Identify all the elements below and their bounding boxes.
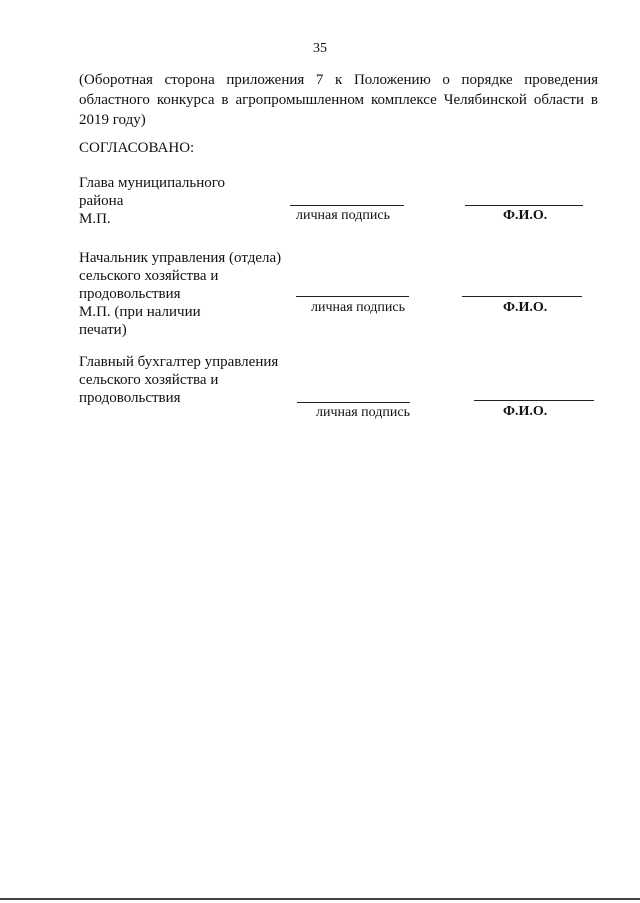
page-number: 35 [313, 41, 327, 56]
heading-line: областного конкурса в агропромышленном комплексе Челябинской области в [79, 92, 598, 108]
bottom-edge-rule [0, 898, 640, 900]
role-line: М.П. (при наличии [79, 304, 201, 320]
name-caption: Ф.И.О. [503, 208, 548, 223]
name-line [474, 400, 594, 401]
role-line: сельского хозяйства и [79, 268, 219, 284]
role-line: района [79, 193, 124, 209]
document-heading [79, 70, 598, 130]
signatory-role-1 [79, 174, 309, 228]
signature-caption: личная подпись [316, 405, 410, 420]
role-line: продовольствия [79, 390, 181, 406]
agreed-label: СОГЛАСОВАНО: [79, 140, 195, 156]
signatory-role-3 [79, 353, 309, 407]
role-line: Главный бухгалтер управления [79, 354, 279, 370]
signature-caption: личная подпись [296, 208, 390, 223]
heading-line: (Оборотная сторона приложения 7 к Положению о порядке проведения [79, 72, 598, 88]
signature-line [290, 205, 404, 206]
role-line: продовольствия [79, 286, 181, 302]
heading-line: 2019 году) [79, 112, 146, 128]
signature-line [296, 296, 409, 297]
signature-line [297, 402, 410, 403]
role-line: Начальник управления (отдела) [79, 250, 282, 266]
name-caption: Ф.И.О. [503, 404, 548, 419]
name-line [462, 296, 582, 297]
role-line: Глава муниципального [79, 175, 226, 191]
signature-caption: личная подпись [311, 300, 405, 315]
role-line: печати) [79, 322, 127, 338]
signatory-role-2 [79, 249, 309, 339]
role-line: сельского хозяйства и [79, 372, 219, 388]
role-line: М.П. [79, 211, 111, 227]
name-line [465, 205, 583, 206]
name-caption: Ф.И.О. [503, 300, 548, 315]
